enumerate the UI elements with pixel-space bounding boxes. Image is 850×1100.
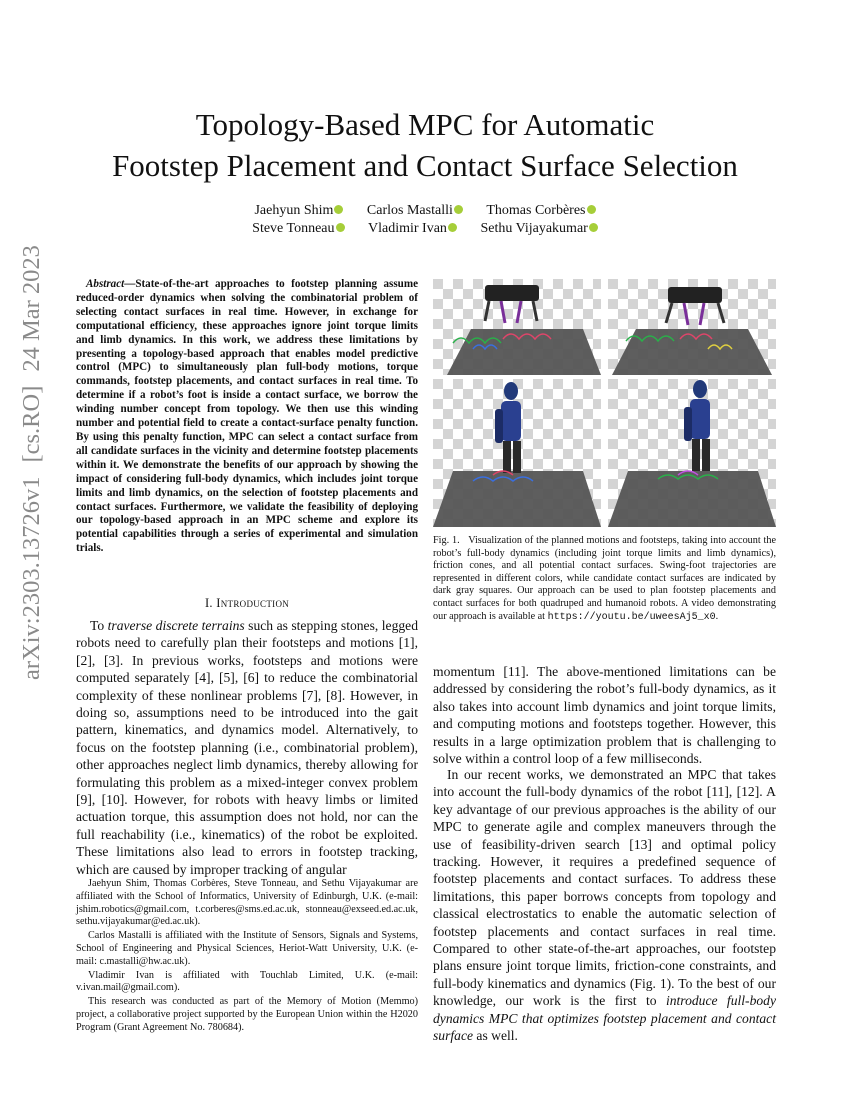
quadruped-panel-right (608, 279, 776, 375)
intro-paragraph-1: To traverse discrete terrains such as stepping stones, legged robots need to carefully plan their footsteps and motions [1], [2], [3]. In previous works, footsteps and motions were computed separately [4], [5], [6] to reduce the combinatorial complexity of these nonlinear problems [7], [8]. However, in doing so, assumptions need to be introduced into the gait pattern, kinematics, and dynamics model. Alternatively, to focus on the footstep planning (i.e., combinatorial problem), other approaches neglect limb dynamics, thereby allowing for formulating this problem as a mixed-integer convex problem [9], [10]. However, for robots with heavy limbs or limited actuation torque, this assumption does not hold, nor can the full reachability (i.e., kinematics) of the robot be exploited. These limitations also lead to errors in footstep tracking, which are caused by improper tracking of angular (76, 618, 418, 877)
video-link[interactable]: https://youtu.be/uweesAj5_x0 (547, 611, 716, 623)
author: Vladimir Ivan (368, 221, 457, 237)
humanoid-panel-right (608, 379, 776, 527)
author-row-2 (0, 221, 850, 237)
abstract (76, 278, 418, 556)
quadruped-panel-left (433, 279, 601, 375)
orcid-icon[interactable] (448, 223, 457, 232)
intro-paragraph-2: momentum [11]. The above-mentioned limitations can be addressed by considering the robot’s full-body dynamics, as it also takes into account limb dynamics and joint torque limits, and computing motions and footsteps together. However, this results in a large optimization problem that is challenging to solve within a control loop of a few milliseconds. (433, 664, 776, 767)
footnote: Jaehyun Shim, Thomas Corbères, Steve Tonneau, and Sethu Vijayakumar are affiliated with the School of Informatics, University of Edinburgh, U.K. (e-mail: jshim.robotics@gmail.com, t.corberes@sms.ed.ac.uk, stonneau@exseed.ed.ac.uk, sethu.vijayakumar@ed.ac.uk). (76, 878, 418, 928)
footnote: Carlos Mastalli is affiliated with the Institute of Sensors, Signals and Systems, School of Engineering and Physical Sciences, Heriot-Watt University, U.K. (e-mail: c.mastalli@hw.ac.uk). (76, 930, 418, 967)
paper-title (0, 104, 850, 186)
humanoid-panel-left (433, 379, 601, 527)
figure-caption: Fig. 1. Visualization of the planned motions and footsteps, taking into account the robot’s full-body dynamics (including joint torque limits and limb dynamics), friction cones, and all potential contact surfaces. Swing-foot trajectories are represented in different colors, while candidate contact surfaces are indicated by dark gray squares. Our approach can be used to plan footstep placements and contact surfaces for both quadruped and humanoid robots. A video demonstrating our approach is available at https://youtu.be/uweesAj5_x0. (433, 535, 776, 623)
author: Thomas Corbères (486, 203, 595, 219)
author: Jaehyun Shim (254, 203, 343, 219)
figure-image (433, 279, 776, 527)
title-line-2: Footstep Placement and Contact Surface Selection (112, 148, 738, 183)
orcid-icon[interactable] (336, 223, 345, 232)
orcid-icon[interactable] (587, 205, 596, 214)
arxiv-stamp: arXiv:2303.13726v1[cs.RO]24 Mar 2023 (18, 245, 45, 680)
abstract-label: Abstract (86, 278, 125, 290)
orcid-icon[interactable] (334, 205, 343, 214)
orcid-icon[interactable] (589, 223, 598, 232)
orcid-icon[interactable] (454, 205, 463, 214)
author-row-1 (0, 203, 850, 219)
footnote: Vladimir Ivan is affiliated with Touchlab Limited, U.K. (e-mail: v.ivan.mail@gmail.com). (76, 969, 418, 994)
section-heading: I. Introduction (204, 596, 290, 610)
intro-paragraph-3: In our recent works, we demonstrated an MPC that takes into account the full-body dynamics of the robot [11], [12]. A key advantage of our previous approaches is the ability of our MPC to generate agile and complex maneuvers through the use of feasibility-driven search [13] and optimal policy tracking. However, it requires a predefined sequence of footstep placements and contact surfaces. To address these limitations, this paper borrows concepts from topology and classical electrostatics to enable the automatic selection of footstep placements and contact surfaces in real time. Compared to other state-of-the-art approaches, our footstep plans ensure joint torque limits, friction-cone constraints, and full-body kinematics and dynamics (Fig. 1). To the best of our knowledge, our work is the first to introduce full-body dynamics MPC that optimizes footstep placement and contact surface as well. (433, 767, 776, 1044)
author: Steve Tonneau (252, 221, 344, 237)
author: Sethu Vijayakumar (480, 221, 597, 237)
title-line-1: Topology-Based MPC for Automatic (195, 107, 655, 142)
footnotes (76, 878, 418, 1036)
abstract-text: —State-of-the-art approaches to footstep planning assume reduced-order dynamics when solving the combinatorial problem of selecting contact surfaces in real time. However, in exchange for computational efficiency, these approaches ignore joint torque limits and limb dynamics. In this work, we address these limitations by presenting a topology-based approach that enables model predictive control (MPC) to simultaneously plan full-body motions, torque commands, footstep placements, and contact surfaces in real time. To determine if a robot’s foot is inside a contact surface, we borrow the winding number concept from topology. We then use this winding number and potential field to create a contact-surface penalty function. By using this penalty function, MPC can select a contact surface from all candidate surfaces in the vicinity and determine footstep placements within it. We demonstrate the benefits of our approach by showing the impact of considering full-body dynamics, which includes joint torque limits and limb dynamics, on the selection of footstep placements and contact surfaces. Furthermore, we validate the feasibility of deploying our topology-based approach in an MPC scheme and explore its potential capabilities through a series of experimental and simulation trials. (76, 278, 418, 555)
author: Carlos Mastalli (367, 203, 463, 219)
footnote: This research was conducted as part of the Memory of Motion (Memmo) project, a collaborative project supported by the European Union within the H2020 Program (Grant Agreement No. 780684). (76, 996, 418, 1033)
figure-1 (433, 279, 776, 527)
